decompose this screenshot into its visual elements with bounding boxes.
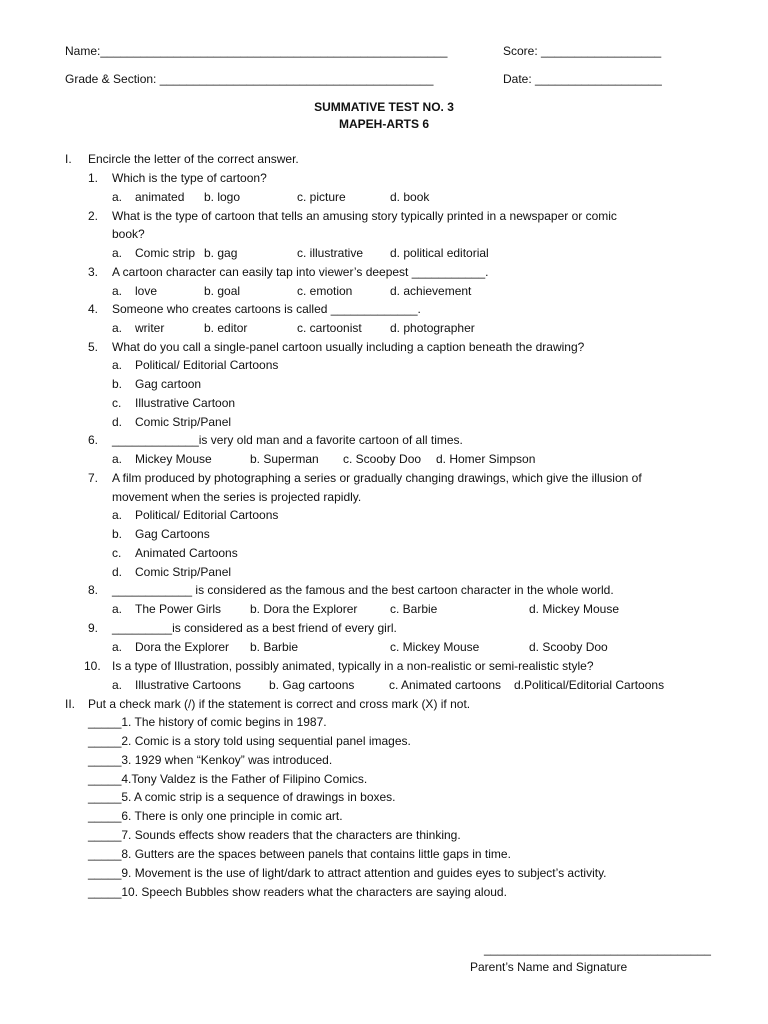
q5-option-a-letter: a. bbox=[112, 358, 123, 372]
q3-option-d[interactable]: d. achievement bbox=[390, 284, 472, 298]
q5-option-d-letter: d. bbox=[112, 415, 123, 429]
q4-number: 4. bbox=[88, 302, 99, 316]
q8-option-a-letter: a. bbox=[112, 602, 123, 616]
test-subject: MAPEH-ARTS 6 bbox=[338, 117, 429, 131]
q10-option-c[interactable]: c. Animated cartoons bbox=[389, 678, 502, 692]
q6-option-a[interactable]: Mickey Mouse bbox=[135, 452, 212, 466]
part1-numeral: I. bbox=[65, 152, 72, 166]
q5-option-c[interactable]: Illustrative Cartoon bbox=[135, 396, 236, 410]
statement-item[interactable]: _____10. Speech Bubbles show readers what the characters are saying aloud. bbox=[88, 885, 507, 899]
q8-text: ____________ is considered as the famous and the best cartoon character in the whole world. bbox=[112, 583, 614, 597]
date-field[interactable] bbox=[503, 72, 662, 86]
q4-option-d[interactable]: d. photographer bbox=[390, 321, 475, 335]
statement-item[interactable]: _____9. Movement is the use of light/dark to attract attention and guides eyes to subject’s activity. bbox=[88, 866, 607, 880]
q2-text-line2: book? bbox=[112, 227, 145, 241]
q6-option-c[interactable]: c. Scooby Doo bbox=[343, 452, 422, 466]
test-title: SUMMATIVE TEST NO. 3 bbox=[314, 100, 454, 114]
q2-option-a-letter: a. bbox=[112, 246, 123, 260]
q2-option-d[interactable]: d. political editorial bbox=[390, 246, 489, 260]
q5-option-b-letter: b. bbox=[112, 377, 123, 391]
q7-option-d[interactable]: Comic Strip/Panel bbox=[135, 565, 232, 579]
q4-option-c[interactable]: c. cartoonist bbox=[297, 321, 362, 335]
name-field[interactable] bbox=[65, 44, 447, 58]
statement-item[interactable]: _____7. Sounds effects show readers that the characters are thinking. bbox=[88, 828, 461, 842]
q8-option-d[interactable]: d. Mickey Mouse bbox=[529, 602, 620, 616]
q8-option-c[interactable]: c. Barbie bbox=[390, 602, 438, 616]
q8-option-b[interactable]: b. Dora the Explorer bbox=[250, 602, 358, 616]
q7-option-c-letter: c. bbox=[112, 546, 122, 560]
q10-option-a[interactable]: Illustrative Cartoons bbox=[135, 678, 242, 692]
q4-option-a[interactable]: writer bbox=[135, 321, 165, 335]
q10-option-d[interactable]: d.Political/Editorial Cartoons bbox=[514, 678, 665, 692]
q6-text: _____________is very old man and a favorite cartoon of all times. bbox=[112, 433, 463, 447]
q4-text: Someone who creates cartoons is called _____________. bbox=[112, 302, 421, 316]
statement-item[interactable]: _____3. 1929 when “Kenkoy” was introduced. bbox=[88, 753, 333, 767]
grade-section-label: Grade & Section: bbox=[65, 72, 157, 86]
statement-item[interactable]: _____6. There is only one principle in comic art. bbox=[88, 809, 343, 823]
q5-option-b[interactable]: Gag cartoon bbox=[135, 377, 202, 391]
signature-line[interactable]: __________________________________ bbox=[484, 942, 711, 956]
q6-option-a-letter: a. bbox=[112, 452, 123, 466]
q6-option-b[interactable]: b. Superman bbox=[250, 452, 319, 466]
q1-text: Which is the type of cartoon? bbox=[112, 171, 267, 185]
date-line: ___________________ bbox=[535, 72, 662, 86]
q7-option-b-letter: b. bbox=[112, 527, 123, 541]
statement-item[interactable]: _____2. Comic is a story told using sequential panel images. bbox=[88, 734, 411, 748]
q8-option-a[interactable]: The Power Girls bbox=[135, 602, 222, 616]
date-label: Date: bbox=[503, 72, 532, 86]
name-label: Name: bbox=[65, 44, 101, 58]
q5-option-a[interactable]: Political/ Editorial Cartoons bbox=[135, 358, 279, 372]
q9-option-a-letter: a. bbox=[112, 640, 123, 654]
q3-number: 3. bbox=[88, 265, 99, 279]
q3-option-a[interactable]: love bbox=[135, 284, 158, 298]
q8-number: 8. bbox=[88, 583, 99, 597]
q9-number: 9. bbox=[88, 621, 99, 635]
q10-option-a-letter: a. bbox=[112, 678, 123, 692]
q5-text: What do you call a single-panel cartoon usually including a caption beneath the drawing? bbox=[112, 340, 585, 354]
statement-item[interactable]: _____5. A comic strip is a sequence of drawings in boxes. bbox=[88, 790, 396, 804]
q7-text-line2: movement when the series is projected rapidly. bbox=[112, 490, 362, 504]
score-label: Score: bbox=[503, 44, 538, 58]
statement-item[interactable]: _____8. Gutters are the spaces between panels that contains little gaps in time. bbox=[88, 847, 511, 861]
q1-option-d[interactable]: d. book bbox=[390, 190, 430, 204]
q2-number: 2. bbox=[88, 209, 99, 223]
q3-option-c[interactable]: c. emotion bbox=[297, 284, 353, 298]
q6-number: 6. bbox=[88, 433, 99, 447]
part2-instruction: Put a check mark (/) if the statement is correct and cross mark (X) if not. bbox=[88, 697, 471, 711]
q7-text-line1: A film produced by photographing a series or gradually changing drawings, which give the illusion of bbox=[112, 471, 642, 485]
q1-option-c[interactable]: c. picture bbox=[297, 190, 346, 204]
grade-section-field[interactable] bbox=[65, 72, 433, 86]
part2-numeral: II. bbox=[65, 697, 76, 711]
q10-option-b[interactable]: b. Gag cartoons bbox=[269, 678, 355, 692]
signature-label: Parent’s Name and Signature bbox=[470, 960, 628, 974]
q3-option-a-letter: a. bbox=[112, 284, 123, 298]
q9-option-b[interactable]: b. Barbie bbox=[250, 640, 299, 654]
q1-number: 1. bbox=[88, 171, 99, 185]
q2-option-c[interactable]: c. illustrative bbox=[297, 246, 364, 260]
q4-option-b[interactable]: b. editor bbox=[204, 321, 248, 335]
q4-option-a-letter: a. bbox=[112, 321, 123, 335]
statement-item[interactable]: _____4.Tony Valdez is the Father of Filipino Comics. bbox=[88, 772, 368, 786]
q2-option-a[interactable]: Comic strip bbox=[135, 246, 196, 260]
q9-text: _________is considered as a best friend of every girl. bbox=[112, 621, 397, 635]
grade-section-line: _________________________________________ bbox=[159, 72, 434, 86]
q9-option-c[interactable]: c. Mickey Mouse bbox=[390, 640, 480, 654]
score-field[interactable] bbox=[503, 44, 661, 58]
q1-option-b[interactable]: b. logo bbox=[204, 190, 241, 204]
q10-number: 10. bbox=[84, 659, 101, 673]
q1-option-a[interactable]: animated bbox=[135, 190, 185, 204]
name-line: ____________________________________________________ bbox=[100, 44, 448, 58]
q9-option-a[interactable]: Dora the Explorer bbox=[135, 640, 230, 654]
q7-option-a[interactable]: Political/ Editorial Cartoons bbox=[135, 508, 279, 522]
q3-option-b[interactable]: b. goal bbox=[204, 284, 241, 298]
statement-item[interactable]: _____1. The history of comic begins in 1987. bbox=[88, 715, 327, 729]
score-line: __________________ bbox=[541, 44, 662, 58]
q7-option-b[interactable]: Gag Cartoons bbox=[135, 527, 210, 541]
q10-text: Is a type of Illustration, possibly animated, typically in a non-realistic or semi-realistic style? bbox=[112, 659, 594, 673]
q7-option-c[interactable]: Animated Cartoons bbox=[135, 546, 238, 560]
q9-option-d[interactable]: d. Scooby Doo bbox=[529, 640, 608, 654]
q2-text-line1: What is the type of cartoon that tells an amusing story typically printed in a newspaper or comic bbox=[112, 209, 617, 223]
q1-option-a-letter: a. bbox=[112, 190, 123, 204]
part1-instruction: Encircle the letter of the correct answer. bbox=[88, 152, 299, 166]
q7-number: 7. bbox=[88, 471, 99, 485]
q3-text: A cartoon character can easily tap into viewer’s deepest ___________. bbox=[112, 265, 489, 279]
q7-option-d-letter: d. bbox=[112, 565, 123, 579]
q6-option-d[interactable]: d. Homer Simpson bbox=[436, 452, 536, 466]
q5-option-d[interactable]: Comic Strip/Panel bbox=[135, 415, 232, 429]
q2-option-b[interactable]: b. gag bbox=[204, 246, 238, 260]
q5-option-c-letter: c. bbox=[112, 396, 122, 410]
q7-option-a-letter: a. bbox=[112, 508, 123, 522]
q5-number: 5. bbox=[88, 340, 99, 354]
